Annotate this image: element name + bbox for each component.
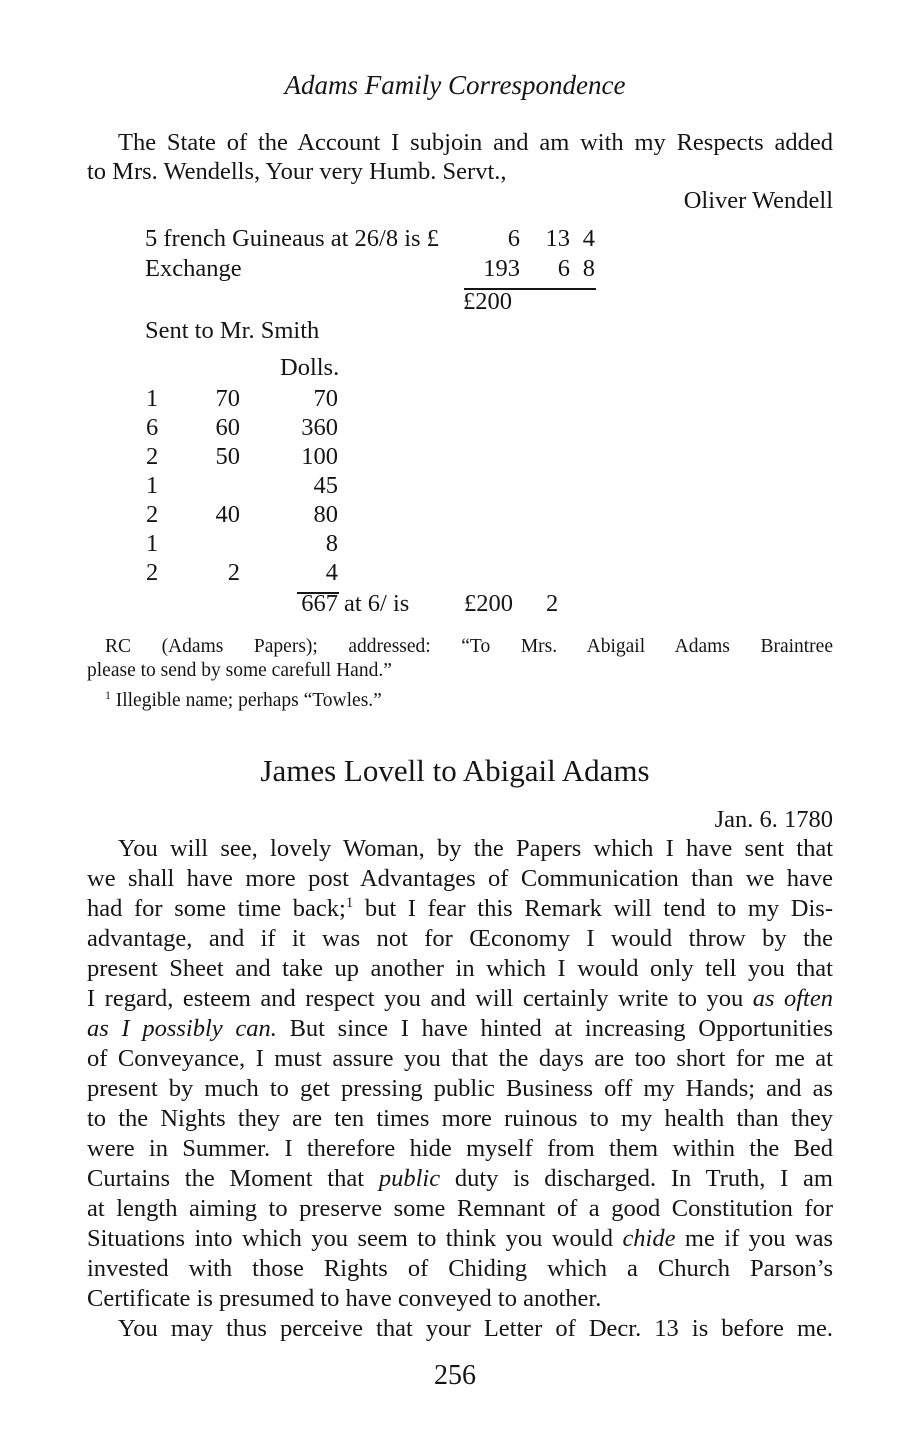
italic-text: as often bbox=[752, 985, 833, 1012]
body-text: duty is discharged. In Truth, I am bbox=[440, 1165, 833, 1192]
italic-text: as I possibly can. bbox=[87, 1015, 277, 1042]
dollar-total-pounds: £200 bbox=[464, 590, 513, 617]
account-line-1-pounds: 6 bbox=[507, 225, 520, 252]
sent-label: Sent to Mr. Smith bbox=[145, 317, 320, 344]
footnote-text: Illegible name; perhaps “Towles.” bbox=[115, 690, 382, 711]
body-line bbox=[87, 1014, 833, 1044]
dollar-total-shillings: 2 bbox=[546, 590, 559, 617]
account-line-2-shillings: 6 bbox=[557, 255, 570, 282]
account-line-1-shillings: 13 bbox=[545, 225, 570, 252]
dolls-cell: 8 bbox=[325, 530, 338, 557]
account-line-2-pounds: 193 bbox=[483, 255, 520, 282]
count-cell: 6 bbox=[146, 414, 159, 441]
body-text: but I fear this Remark will tend to my Dis- bbox=[353, 895, 833, 922]
body-line: advantage, and if it was not for Œconomy I would throw by the bbox=[87, 925, 833, 952]
count-cell: 2 bbox=[146, 559, 159, 586]
signature: Oliver Wendell bbox=[683, 187, 833, 214]
rate-cell: 50 bbox=[215, 443, 240, 470]
body-line bbox=[87, 894, 833, 924]
count-cell: 1 bbox=[146, 472, 159, 499]
body-line: Certificate is presumed to have conveyed to another. bbox=[87, 1285, 602, 1312]
count-cell: 1 bbox=[146, 530, 159, 557]
dolls-cell: 4 bbox=[325, 559, 338, 586]
dollar-total: 667 bbox=[301, 590, 338, 617]
account-line-2-label: Exchange bbox=[145, 255, 242, 282]
running-head: Adams Family Correspondence bbox=[284, 70, 626, 100]
dolls-cell: 70 bbox=[313, 385, 338, 412]
body-line: of Conveyance, I must assure you that the days are too short for me at bbox=[87, 1045, 833, 1072]
page-number: 256 bbox=[434, 1360, 476, 1391]
italic-text: public bbox=[378, 1165, 441, 1192]
body-line: were in Summer. I therefore hide myself from them within the Bed bbox=[87, 1135, 833, 1162]
body-line: present Sheet and take up another in which I would only tell you that bbox=[87, 955, 833, 982]
rate-cell: 70 bbox=[215, 385, 240, 412]
body-line: You may thus perceive that your Letter of Decr. 13 is before me. bbox=[118, 1315, 833, 1342]
body-text: Situations into which you seem to think you would bbox=[87, 1225, 623, 1252]
footnote bbox=[105, 690, 851, 712]
dolls-cell: 45 bbox=[313, 472, 338, 499]
body-line: You will see, lovely Woman, by the Papers which I have sent that bbox=[118, 835, 833, 862]
footnote-ref: 1 bbox=[345, 895, 354, 912]
body-text: had for some time back; bbox=[87, 895, 346, 922]
body-line: present by much to get pressing public Business off my Hands; and as bbox=[87, 1075, 833, 1102]
count-cell: 2 bbox=[146, 501, 159, 528]
italic-text: chide bbox=[622, 1225, 676, 1252]
rate-cell: 60 bbox=[215, 414, 240, 441]
dolls-header: Dolls. bbox=[280, 354, 340, 381]
count-cell: 1 bbox=[146, 385, 159, 412]
body-line: to the Nights they are ten times more ruinous to my health than they bbox=[87, 1105, 833, 1132]
rate-cell: 40 bbox=[215, 501, 240, 528]
source-note-line-2: please to send by some carefull Hand.” bbox=[87, 660, 392, 681]
letter-date: Jan. 6. 1780 bbox=[714, 806, 833, 833]
body-text: But since I have hinted at increasing Opportunities bbox=[276, 1015, 834, 1042]
body-text: I regard, esteem and respect you and will certainly write to you bbox=[87, 985, 753, 1012]
body-line: we shall have more post Advantages of Communication than we have bbox=[87, 865, 833, 892]
footnote-marker: 1 bbox=[105, 688, 111, 702]
account-line-1-pence: 4 bbox=[582, 225, 595, 252]
source-note-line-1: RC (Adams Papers); addressed: “To Mrs. Abigail Adams Braintree bbox=[105, 636, 833, 657]
dolls-cell: 80 bbox=[313, 501, 338, 528]
body-text: Curtains the Moment that bbox=[87, 1165, 379, 1192]
dollar-total-rate: at 6/ is bbox=[344, 590, 410, 617]
dolls-cell: 360 bbox=[301, 414, 338, 441]
account-total: £200 bbox=[463, 288, 512, 315]
body-line bbox=[87, 984, 833, 1014]
letter-title: James Lovell to Abigail Adams bbox=[260, 753, 650, 788]
body-line bbox=[87, 1164, 833, 1194]
body-text: me if you was bbox=[675, 1225, 833, 1252]
rate-cell: 2 bbox=[227, 559, 240, 586]
body-line: invested with those Rights of Chiding which a Church Parson’s bbox=[87, 1255, 833, 1282]
closing-line-1: The State of the Account I subjoin and am with my Respects added bbox=[118, 129, 833, 156]
closing-line-2: to Mrs. Wendells, Your very Humb. Servt., bbox=[87, 158, 507, 185]
dolls-cell: 100 bbox=[301, 443, 338, 470]
account-line-1-label: 5 french Guineaus at 26/8 is £ bbox=[145, 225, 439, 252]
body-line: at length aiming to preserve some Remnant of a good Constitution for bbox=[87, 1195, 833, 1222]
count-cell: 2 bbox=[146, 443, 159, 470]
body-line bbox=[87, 1224, 833, 1254]
account-line-2-pence: 8 bbox=[582, 255, 595, 282]
